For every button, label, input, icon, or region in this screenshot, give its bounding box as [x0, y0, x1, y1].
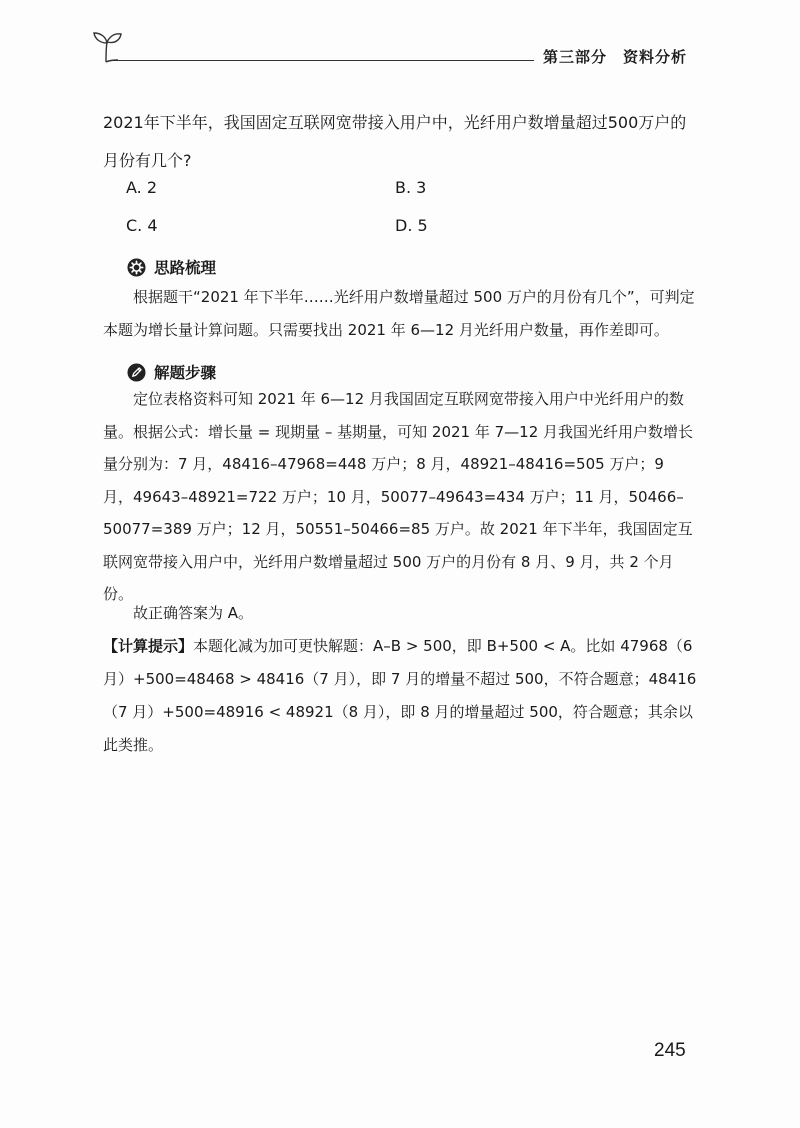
tip-text: 本题化减为加可更快解题：A–B > 500，即 B+500 < A。比如 47968（6 月）+500=48468 > 48416（7 月），即 7 月的增量不超过 500，不符合题意；48416（7 月）+500=48916 < 48921（8 月），即 8 月的增量超过 500，符合题意；其余以此类推。: [103, 637, 697, 754]
solution-answer: 故正确答案为 A。: [133, 604, 254, 622]
question-stem: 2021年下半年，我国固定互联网宽带接入用户中，光纤用户数增量超过500万户的月份有几个?: [103, 113, 687, 170]
gear-icon: [127, 258, 146, 277]
thinking-title: 思路梳理: [154, 259, 217, 277]
solution-title: 解题步骤: [154, 364, 217, 382]
thinking-paragraph: 根据题干“2021 年下半年……光纤用户数增量超过 500 万户的月份有几个”，可判定本题为增长量计算问题。只需要找出 2021 年 6—12 月光纤用户数量，再作差即可。: [103, 288, 695, 339]
section-title: 第三部分 资料分析: [543, 48, 688, 66]
solution-paragraph-1: 定位表格资料可知 2021 年 6—12 月我国固定互联网宽带接入用户中光纤用户的数量。根据公式：增长量 = 现期量 – 基期量，可知 2021 年 7—12 月我国光纤用户数增长量分别为：7 月，48416–47968=448 万户；8 月，48921–48416=505 万户；9 月，49643–48921=722 万户；10 月，50077–49643=434 万户；11 月，50466–50077=389 万户；12 月，50551–50466=85 万户。故 2021 年下半年，我国固定互联网宽带接入用户中，光纤用户数增量超过 500 万户的月份有 8 月、9 月，共 2 个月份。: [103, 390, 694, 603]
tip-label: 【计算提示】: [103, 637, 194, 655]
option-a: A. 2: [126, 178, 158, 197]
pencil-icon: [127, 363, 146, 382]
solution-heading: [127, 361, 216, 383]
header-rule: [112, 60, 534, 61]
calculation-tip: [103, 630, 697, 762]
sprout-icon: [88, 30, 124, 64]
option-d: D. 5: [395, 216, 428, 235]
option-b: B. 3: [395, 178, 427, 197]
thinking-heading: [127, 256, 216, 278]
option-c: C. 4: [126, 216, 158, 235]
page-number: 245: [654, 1040, 686, 1061]
